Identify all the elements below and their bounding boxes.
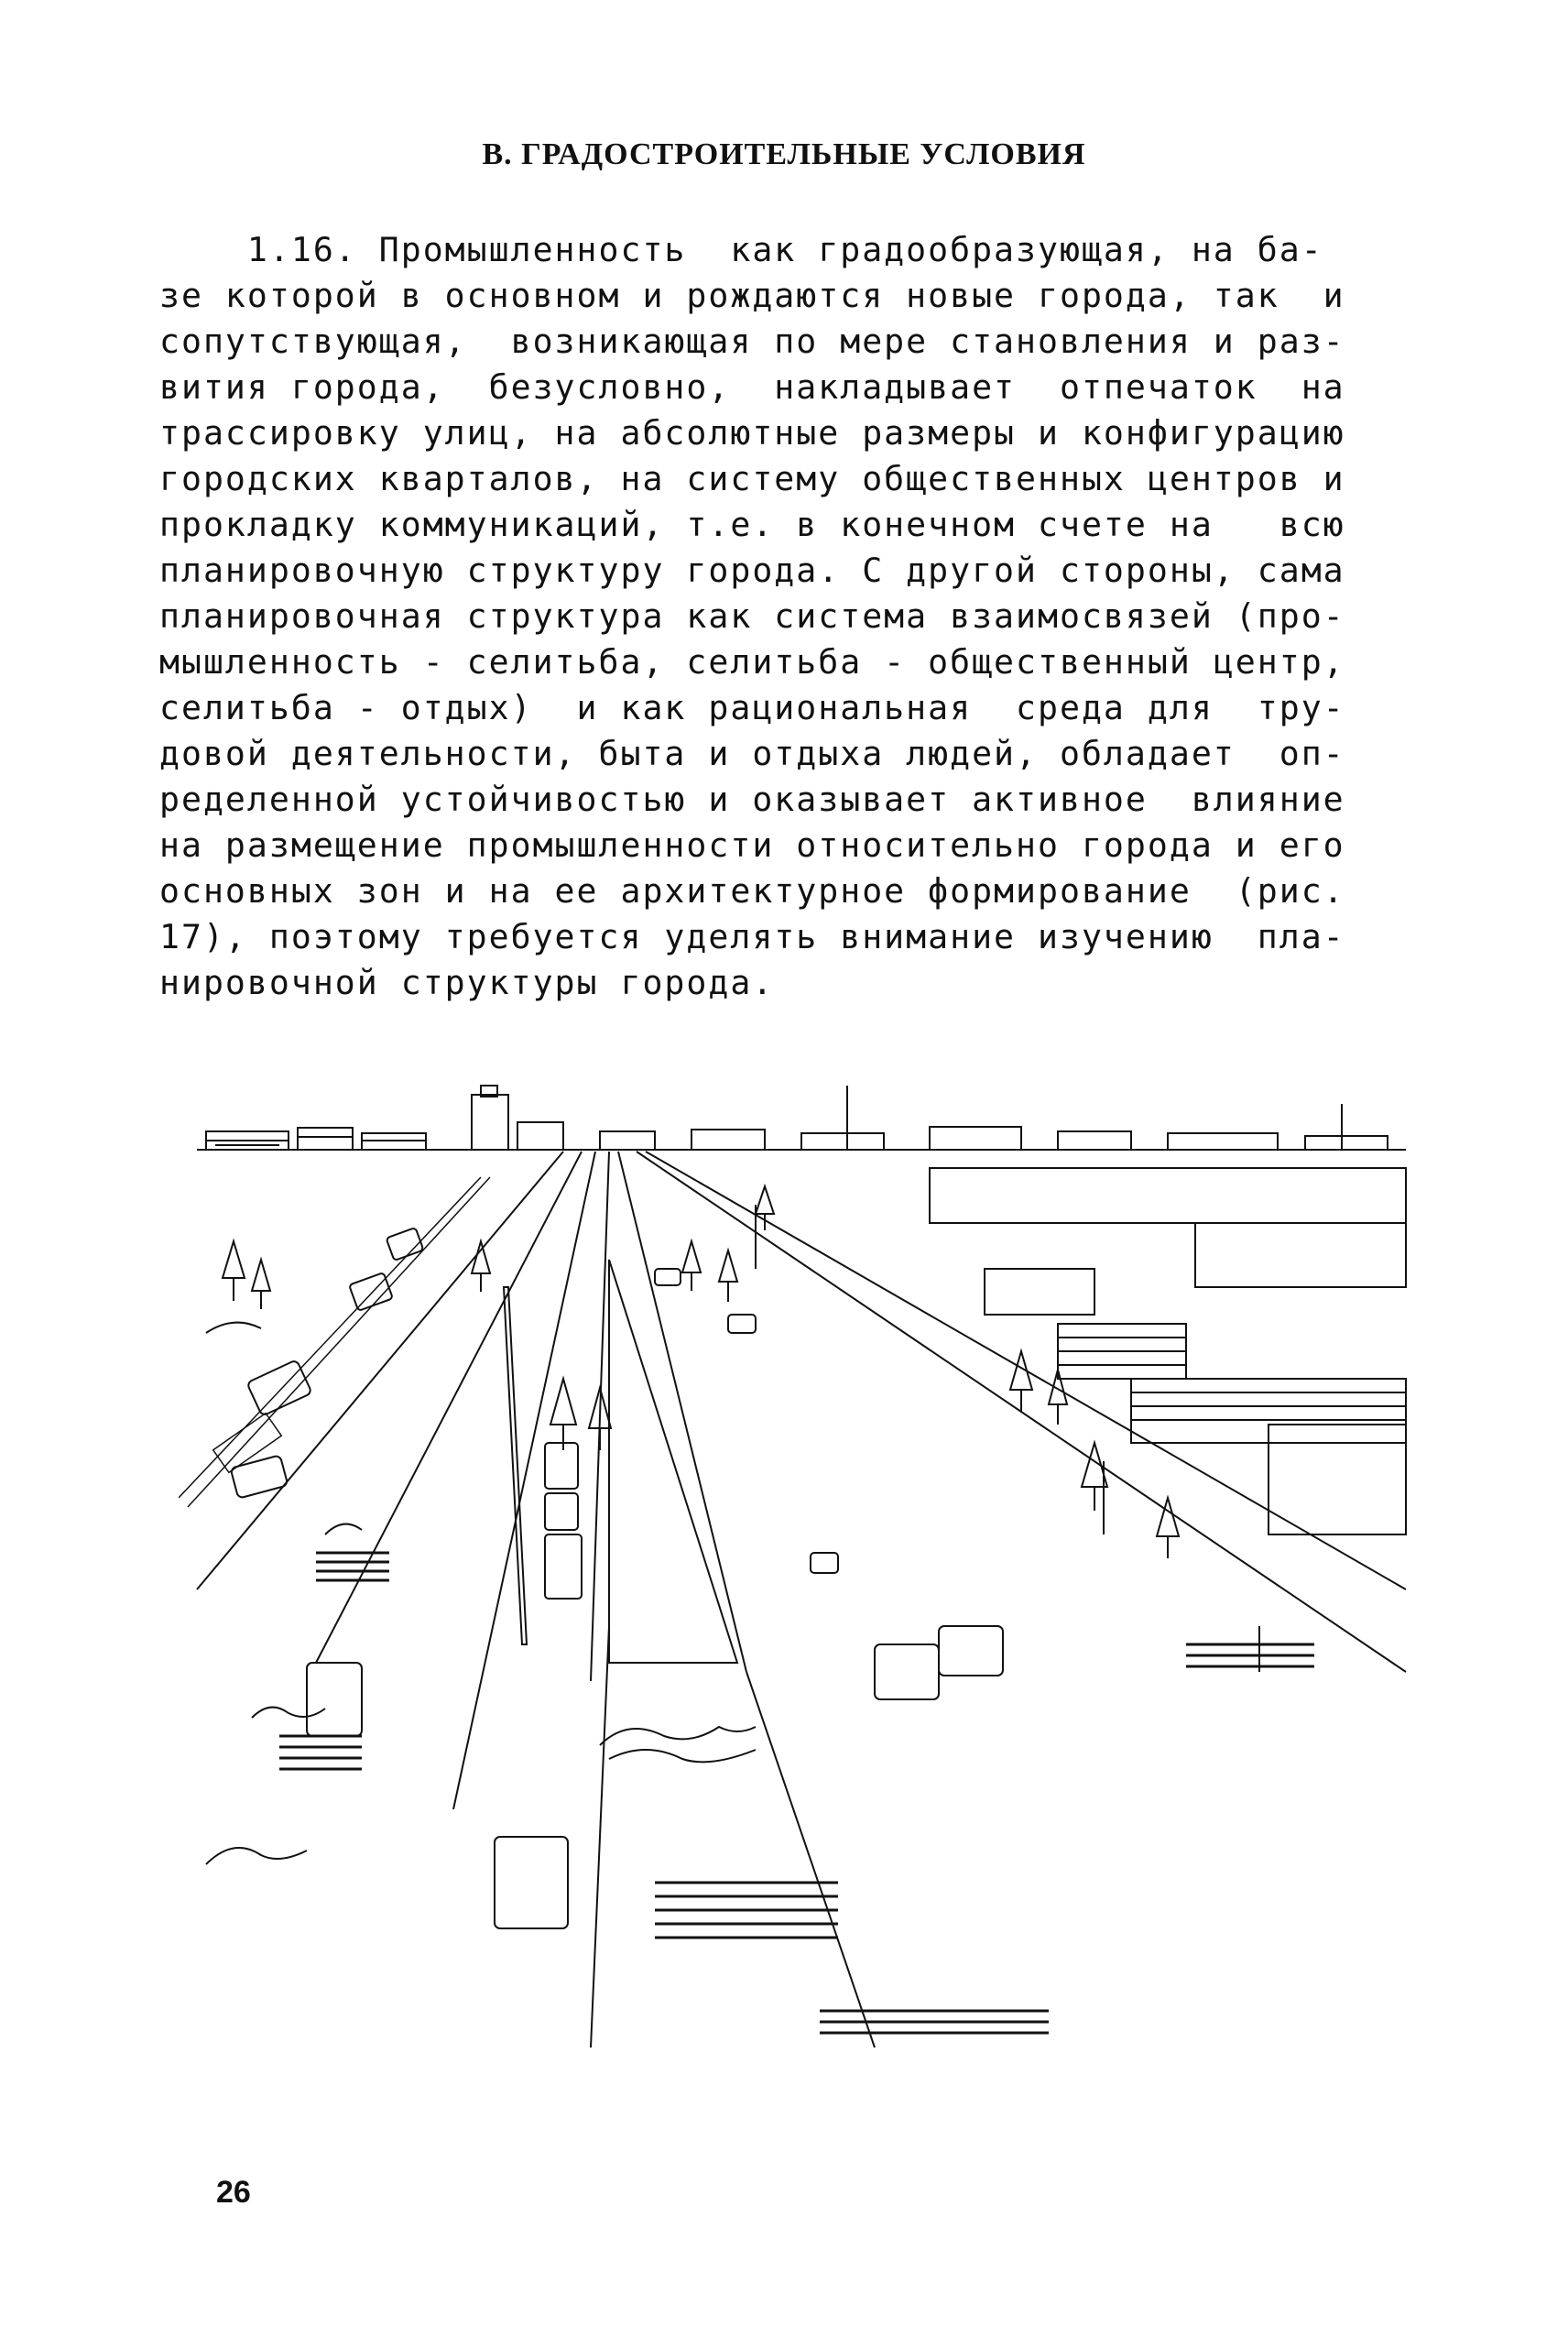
text-line: ределенной устойчивостью и оказывает активное влияние xyxy=(159,780,1345,819)
text-line: селитьба - отдых) и как рациональная среда для тру- xyxy=(159,688,1345,727)
text-line: трассировку улиц, на абсолютные размеры и конфигурацию xyxy=(159,413,1345,453)
crosswalks xyxy=(279,1553,1314,2033)
vehicles xyxy=(231,1228,1003,1928)
body-paragraph xyxy=(159,227,1414,1006)
skyline xyxy=(197,1086,1406,1150)
industrial-buildings xyxy=(930,1168,1406,1534)
section-heading: В. ГРАДОСТРОИТЕЛЬНЫЕ УСЛОВИЯ xyxy=(482,137,1086,171)
trees xyxy=(223,1186,1179,1558)
text-line: вития города, безусловно, накладывает отпечаток на xyxy=(159,367,1345,407)
text-line: городских кварталов, на систему общественных центров и xyxy=(159,459,1345,498)
text-line: сопутствующая, возникающая по мере становления и раз- xyxy=(159,322,1345,361)
text-line: планировочная структура как система взаимосвязей (про- xyxy=(159,596,1345,636)
median xyxy=(504,1260,737,1663)
text-line: на размещение промышленности относительно города и его xyxy=(159,825,1345,865)
text-line: зе которой в основном и рождаются новые города, так и xyxy=(159,276,1345,315)
text-line: планировочную структуру города. С другой стороны, сама xyxy=(159,551,1345,590)
illustration-drawing xyxy=(179,1076,1424,2066)
text-line: мышленность - селитьба, селитьба - общественный центр, xyxy=(159,642,1345,682)
text-line: 1.16. Промышленность как градообразующая, на ба- xyxy=(159,230,1323,269)
page-number: 26 xyxy=(216,2175,251,2210)
text-line: 17), поэтому требуется уделять внимание изучению пла- xyxy=(159,917,1345,956)
street-perspective-illustration xyxy=(179,1076,1424,2066)
text-line: нировочной структуры города. xyxy=(159,963,775,1002)
text-line: основных зон и на ее архитектурное формирование (рис. xyxy=(159,871,1345,911)
text-line: прокладку коммуникаций, т.е. в конечном счете на всю xyxy=(159,505,1345,544)
tram-tracks xyxy=(179,1177,490,1507)
text-line: довой деятельности, быта и отдыха людей, обладает оп- xyxy=(159,734,1345,773)
